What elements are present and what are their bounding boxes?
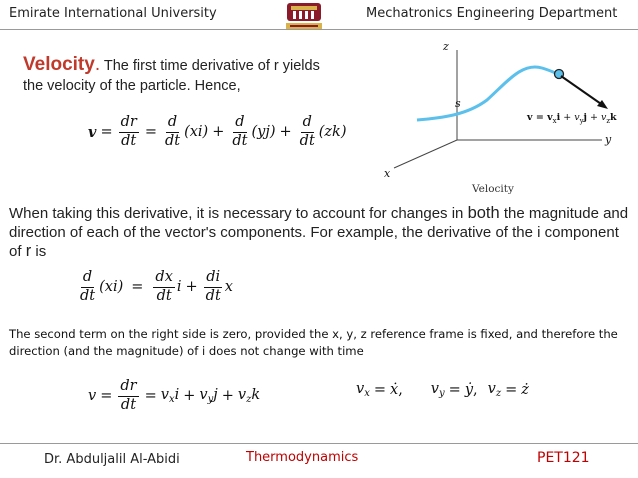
eq2-di-dt: $\frac{di}{dt}$ [205, 269, 221, 304]
eq4-xdot: ẋ [390, 382, 399, 398]
eq1-d-dt-1: $\frac{d}{dt}$ [164, 114, 181, 149]
figure-caption: Velocity [472, 183, 514, 195]
eq4-comma-1: , [398, 382, 403, 398]
eq1-xi: (xi) [184, 124, 209, 141]
axis-x-label: x [384, 167, 391, 180]
eq2-plus: + [185, 279, 198, 296]
velocity-period: . [94, 54, 101, 75]
eq4-comma-2: , [473, 382, 478, 398]
eq1-d-dt-3: $\frac{d}{dt}$ [299, 114, 315, 149]
derivative-explanation: When taking this derivative, it is necessary to account for changes in both the magnitude and direction of each of the vector's components. For example, the derivative of the i component of r is [9, 204, 629, 260]
frame-fixed-note: The second term on the right side is zero, provided the x, y, z reference frame is fixed, and therefore the direction (and the magnitude) of i does not change with time [9, 327, 618, 358]
footer-divider [0, 443, 638, 444]
eq4-equals-3: = [505, 382, 518, 398]
velocity-arrow [561, 76, 604, 106]
eq3-equals-1: = [100, 388, 113, 405]
velocity-figure [372, 40, 634, 200]
eq4-equals-1: = [373, 382, 386, 398]
eq3-plus-1: + [183, 388, 196, 405]
eq1-yj: (yj) [251, 124, 276, 141]
header-left-text: Emirate International University [9, 6, 217, 21]
intro-line1: The first time derivative of r yields [100, 58, 320, 74]
footer-author: Dr. Abduljalil Al-Abidi [44, 452, 180, 467]
eq4-vz: $v_z$ [487, 381, 502, 399]
eq1-zk: (zk) [318, 124, 347, 141]
eq3-vz-term: $v_zk$ [237, 387, 261, 406]
eq1-plus-1: + [212, 124, 225, 141]
eq1-dr-dt: $\frac{dr}{dt}$ [120, 114, 137, 149]
university-crest-icon [284, 1, 324, 31]
eq4-ydot: ẏ [464, 382, 474, 398]
header-right-text: Mechatronics Engineering Department [366, 6, 618, 21]
axis-z-label: z [443, 40, 449, 53]
eq4-vy: $v_y$ [430, 381, 445, 399]
eq3-dr-dt: $\frac{dr}{dt}$ [120, 378, 137, 413]
path-s-label: s [455, 97, 461, 110]
eq3-plus-2: + [221, 388, 234, 405]
eq1-plus-2: + [279, 124, 292, 141]
intro-line2: the velocity of the particle. Hence, [23, 78, 241, 94]
header-divider [0, 29, 638, 30]
axis-y-label: y [605, 133, 612, 146]
eq2-i: i [176, 279, 182, 296]
eq1-equals: = [100, 124, 113, 141]
eq4-equals-2: = [448, 382, 461, 398]
eq3-vy-term: $v_yj$ [199, 387, 218, 406]
velocity-keyword: Velocity [23, 54, 95, 75]
eq4-zdot: ż [521, 382, 529, 398]
eq1-lhs: v [88, 123, 97, 141]
eq2-xi: (xi) [99, 279, 124, 296]
eq2-d-dt: $\frac{d}{dt}$ [80, 269, 96, 304]
velocity-equation [88, 115, 347, 150]
velocity-vector-label: $v = v_xi + v_yj + v_zk$ [527, 112, 617, 125]
both-keyword: both [467, 204, 500, 222]
eq2-equals: = [131, 279, 144, 296]
eq4-vx: $v_x$ [356, 381, 370, 399]
eq1-equals-2: = [144, 124, 157, 141]
r-keyword: r [25, 242, 32, 260]
scalar-velocity-components [356, 381, 529, 399]
eq3-vx-term: $v_xi$ [160, 387, 180, 406]
eq3-v: v [88, 388, 97, 405]
footer-subject: Thermodynamics [246, 450, 359, 465]
eq1-d-dt-2: $\frac{d}{dt}$ [232, 114, 248, 149]
footer-course-code: PET121 [537, 450, 590, 466]
intro-paragraph [23, 55, 363, 96]
eq3-equals-2: = [144, 388, 157, 405]
eq2-dx-dt: $\frac{dx}{dt}$ [155, 269, 173, 304]
velocity-components-equation [88, 379, 260, 414]
eq2-x: x [224, 279, 233, 296]
i-component-derivative-equation [76, 270, 233, 305]
